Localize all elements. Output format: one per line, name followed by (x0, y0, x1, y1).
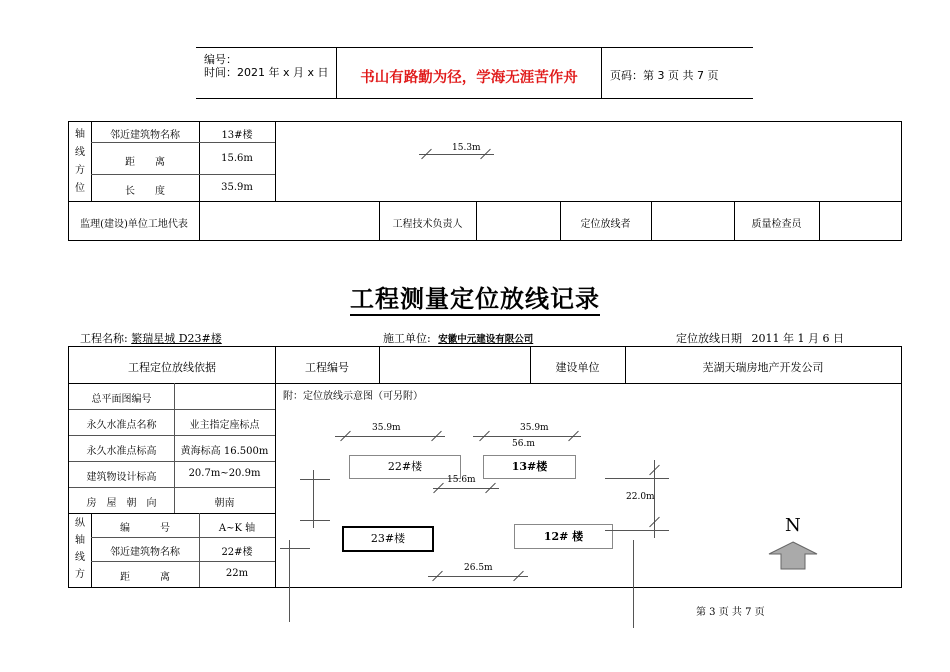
dimension-label: 15.6m (447, 475, 476, 485)
row-value: 20.7m~20.9m (188, 468, 261, 479)
page-header (196, 47, 753, 99)
diagram-caption: 附：定位放线示意图（可另附） (283, 391, 423, 402)
project-no-label: 工程编号 (305, 361, 349, 374)
axis-row-label: 编 号 (120, 523, 170, 534)
axis-direction-label: 轴线方位 (75, 129, 85, 194)
contractor: 施工单位: 安徽中元建设有限公司 (383, 332, 534, 345)
record-title: 工程测量定位放线记录 (0, 279, 950, 314)
header-motto-cell (337, 48, 602, 98)
inspector-label: 质量检查员 (751, 219, 802, 230)
row-label: 距 离 (125, 157, 165, 168)
time-label: 时间：2021 年 x 月 x 日 (204, 66, 329, 79)
page-label: 页码：第 3 页 共 7 页 (610, 69, 719, 82)
supervisor-label: 监理(建设)单位工地代表 (80, 219, 188, 230)
row-label: 邻近建筑物名称 (110, 130, 180, 141)
dimension-label: 15.3m (452, 143, 481, 153)
dimension-label: 35.9m (372, 423, 401, 433)
row-value: 15.6m (221, 153, 253, 164)
motto: 书山有路勤为径，学海无涯苦作舟 (360, 70, 578, 86)
row-label: 永久水准点名称 (86, 420, 157, 431)
axis-row-value: A~K 轴 (218, 523, 256, 534)
dimension-label: 26.5m (464, 563, 493, 573)
project-name: 工程名称: 繁瑞星城 D23#楼 (80, 332, 222, 345)
building-22: 22#楼 (349, 455, 461, 479)
building-23: 23#楼 (342, 526, 434, 552)
axis-row-value: 22#楼 (221, 547, 253, 558)
row-value: 黄海标高 16.500m (180, 446, 269, 457)
row-label: 房 屋 朝 向 (86, 498, 157, 509)
row-label: 总平面图编号 (91, 394, 152, 405)
page-footer: 第 3 页 共 7 页 (696, 607, 765, 618)
top-table (68, 121, 902, 241)
row-label: 长 度 (125, 186, 165, 197)
building-13: 13#楼 (483, 455, 576, 479)
dimension-label: 56.m (512, 439, 535, 449)
axis-row-label: 距 离 (120, 572, 170, 583)
row-value: 35.9m (221, 182, 253, 193)
builder-value: 芜湖天瑞房地产开发公司 (702, 361, 824, 374)
axis-row-label: 邻近建筑物名称 (110, 547, 180, 558)
header-meta (196, 48, 337, 98)
row-value: 朝南 (214, 498, 235, 509)
surveyor-label: 定位放线者 (580, 219, 631, 230)
row-label: 建筑物设计标高 (86, 472, 157, 483)
row-value: 13#楼 (221, 130, 253, 141)
axis-group-label: 纵轴线方 (75, 518, 85, 580)
building-12: 12# 楼 (514, 524, 613, 549)
row-value: 业主指定座标点 (189, 420, 260, 431)
tech-lead-label: 工程技术负责人 (392, 219, 463, 230)
number-label: 编号： (204, 53, 237, 66)
axis-row-value: 22m (225, 568, 249, 579)
survey-date: 定位放线日期 2011 年 1 月 6 日 (676, 332, 844, 345)
dimension-label: 35.9m (520, 423, 549, 433)
builder-label: 建设单位 (555, 361, 600, 374)
north-label: N (785, 515, 801, 536)
row-label: 永久水准点标高 (86, 446, 157, 457)
north-arrow-icon (767, 540, 819, 570)
dimension-label: 22.0m (626, 492, 655, 502)
basis-label: 工程定位放线依据 (128, 361, 216, 374)
